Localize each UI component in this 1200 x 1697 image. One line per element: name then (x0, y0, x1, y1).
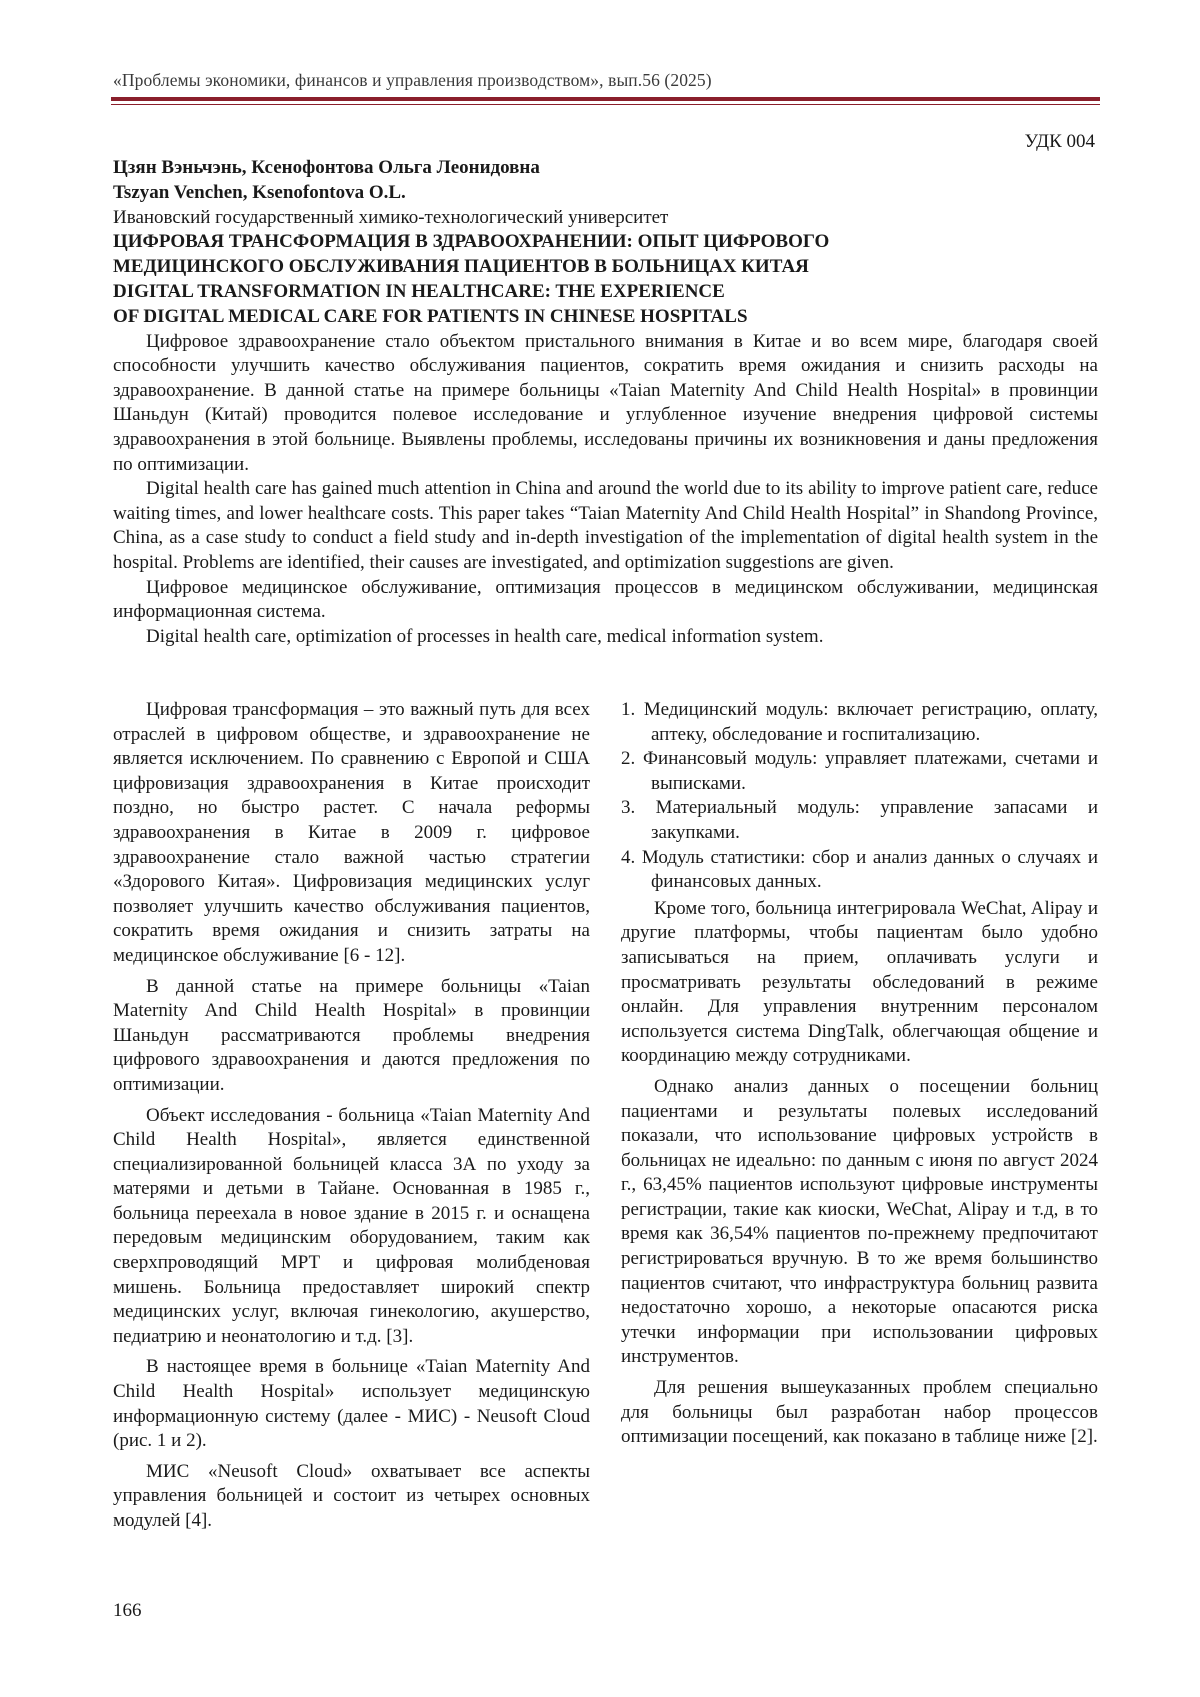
affiliation: Ивановский государственный химико-технологический университет (113, 206, 669, 228)
list-item: 3. Материальный модуль: управление запасами и закупками. (621, 797, 1098, 843)
body-paragraph: Для решения вышеуказанных проблем специально для больницы был разработан набор процессов оптимизации посещений, как показано в таблице ниже [2]. (621, 1377, 1098, 1448)
page-number: 166 (113, 1600, 142, 1621)
title-ru-line2: МЕДИЦИНСКОГО ОБСЛУЖИВАНИЯ ПАЦИЕНТОВ В БОЛЬНИЦАХ КИТАЯ (113, 256, 809, 278)
right-column (621, 698, 1098, 1456)
front-matter (113, 156, 1098, 649)
abstract-ru: Цифровое здравоохранение стало объектом пристального внимания в Китае и во всем мире, благодаря своей способности улучшить качество обслуживания пациентов, сократить время ожидания и снизить расходы на здравоохранение. В данной статье на примере больницы «Taian Maternity And Child Health Hospital» в провинции Шаньдун (Китай) проводится полевое исследование и углубленное изучение внедрения цифровой системы здравоохранения в этой больнице. Выявлены проблемы, исследованы причины их возникновения и даны предложения по оптимизации. (113, 330, 1098, 475)
body-paragraph: В данной статье на примере больницы «Taian Maternity And Child Health Hospital» в провинции Шаньдун рассматриваются проблемы внедрения цифрового здравоохранения и даются предложения по оптимизации. (113, 975, 590, 1095)
modules-list (621, 698, 1098, 895)
udk-code: УДК 004 (1024, 131, 1095, 152)
body-paragraph: Цифровая трансформация – это важный путь для всех отраслей в цифровом обществе, и здравоохранение не является исключением. По сравнению с Европой и США цифровизация здравоохранения в Китае происходит поздно, но быстро растет. С начала реформы здравоохранения в Китае в 2009 г. цифровое здравоохранение стало важной частью стратегии «Здорового Китая». Цифровизация медицинских услуг позволяет улучшить качество обслуживания пациентов, сократить время ожидания и снизить затраты на медицинское обслуживание [6 - 12]. (113, 699, 590, 966)
list-item: 1. Медицинский модуль: включает регистрацию, оплату, аптеку, обследование и госпитализацию. (621, 699, 1098, 745)
running-header: «Проблемы экономики, финансов и управления производством», вып.56 (2025) (113, 70, 712, 90)
title-en-line1: DIGITAL TRANSFORMATION IN HEALTHCARE: THE EXPERIENCE (113, 280, 725, 302)
header-rule-thick (111, 97, 1100, 101)
abstract-en: Digital health care has gained much attention in China and around the world due to its ability to improve patient care, reduce waiting times, and lower healthcare costs. This paper takes “Taian Maternity And Child Health Hospital” in Shandong Province, China, as a case study to conduct a field study and in-depth investigation of the implementation of digital health system in the hospital. Problems are identified, their causes are investigated, and optimization suggestions are given. (113, 478, 1098, 573)
body-paragraph: МИС «Neusoft Cloud» охватывает все аспекты управления больницей и состоит из четырех основных модулей [4]. (113, 1460, 590, 1531)
header-rule-thin (111, 104, 1100, 105)
title-ru-line1: ЦИФРОВАЯ ТРАНСФОРМАЦИЯ В ЗДРАВООХРАНЕНИИ: ОПЫТ ЦИФРОВОГО (113, 231, 830, 253)
title-en-line2: OF DIGITAL MEDICAL CARE FOR PATIENTS IN CHINESE HOSPITALS (113, 305, 748, 327)
body-paragraph: Кроме того, больница интегрировала WeChat, Alipay и другие платформы, чтобы пациентам было удобно записываться на прием, оплачивать услуги и просматривать результаты обследований в режиме онлайн. Для управления внутренним персоналом используется система DingTalk, облегчающая общение и координацию между сотрудниками. (621, 897, 1098, 1067)
abstract (113, 330, 1098, 650)
keywords-ru: Цифровое медицинское обслуживание, оптимизация процессов в медицинском обслуживании, медицинская информационная система. (113, 576, 1098, 623)
left-column (113, 698, 590, 1540)
authors-en: Tszyan Venchen, Ksenofontova O.L. (113, 181, 406, 203)
list-item: 4. Модуль статистики: сбор и анализ данных о случаях и финансовых данных. (621, 846, 1098, 893)
body-paragraph: Объект исследования - больница «Taian Maternity And Child Health Hospital», является единственной специализированной больницей класса 3А по уходу за матерями и детьми в Тайане. Основанная в 1985 г., больница переехала в новое здание в 2015 г. и оснащена передовым медицинским оборудованием, таким как сверхпроводящий МРТ и цифровая молибденовая мишень. Больница предоставляет широкий спектр медицинских услуг, включая гинекологию, акушерство, педиатрию и неонатологию и т.д. [3]. (113, 1104, 590, 1347)
authors-ru: Цзян Вэньчэнь, Ксенофонтова Ольга Леонидовна (113, 157, 540, 178)
body-paragraph: Однако анализ данных о посещении больниц пациентами и результаты полевых исследований показали, что использование цифровых устройств в больницах не идеально: по данным с июня по август 2024 г., 63,45% пациентов используют цифровые инструменты регистрации, такие как киоски, WeChat, Alipay и т.д, в то время как 36,54% пациентов по-прежнему предпочитают регистрироваться вручную. В то же время большинство пациентов считают, что инфраструктура больниц развита недостаточно хорошо, а некоторые опасаются риска утечки информации при использовании цифровых инструментов. (621, 1075, 1098, 1368)
list-item: 2. Финансовый модуль: управляет платежами, счетами и выписками. (621, 748, 1098, 794)
keywords-en: Digital health care, optimization of processes in health care, medical information system. (146, 625, 824, 647)
body-paragraph: В настоящее время в больнице «Taian Maternity And Child Health Hospital» использует медицинскую информационную систему (далее - МИС) - Neusoft Cloud (рис. 1 и 2). (113, 1356, 590, 1452)
